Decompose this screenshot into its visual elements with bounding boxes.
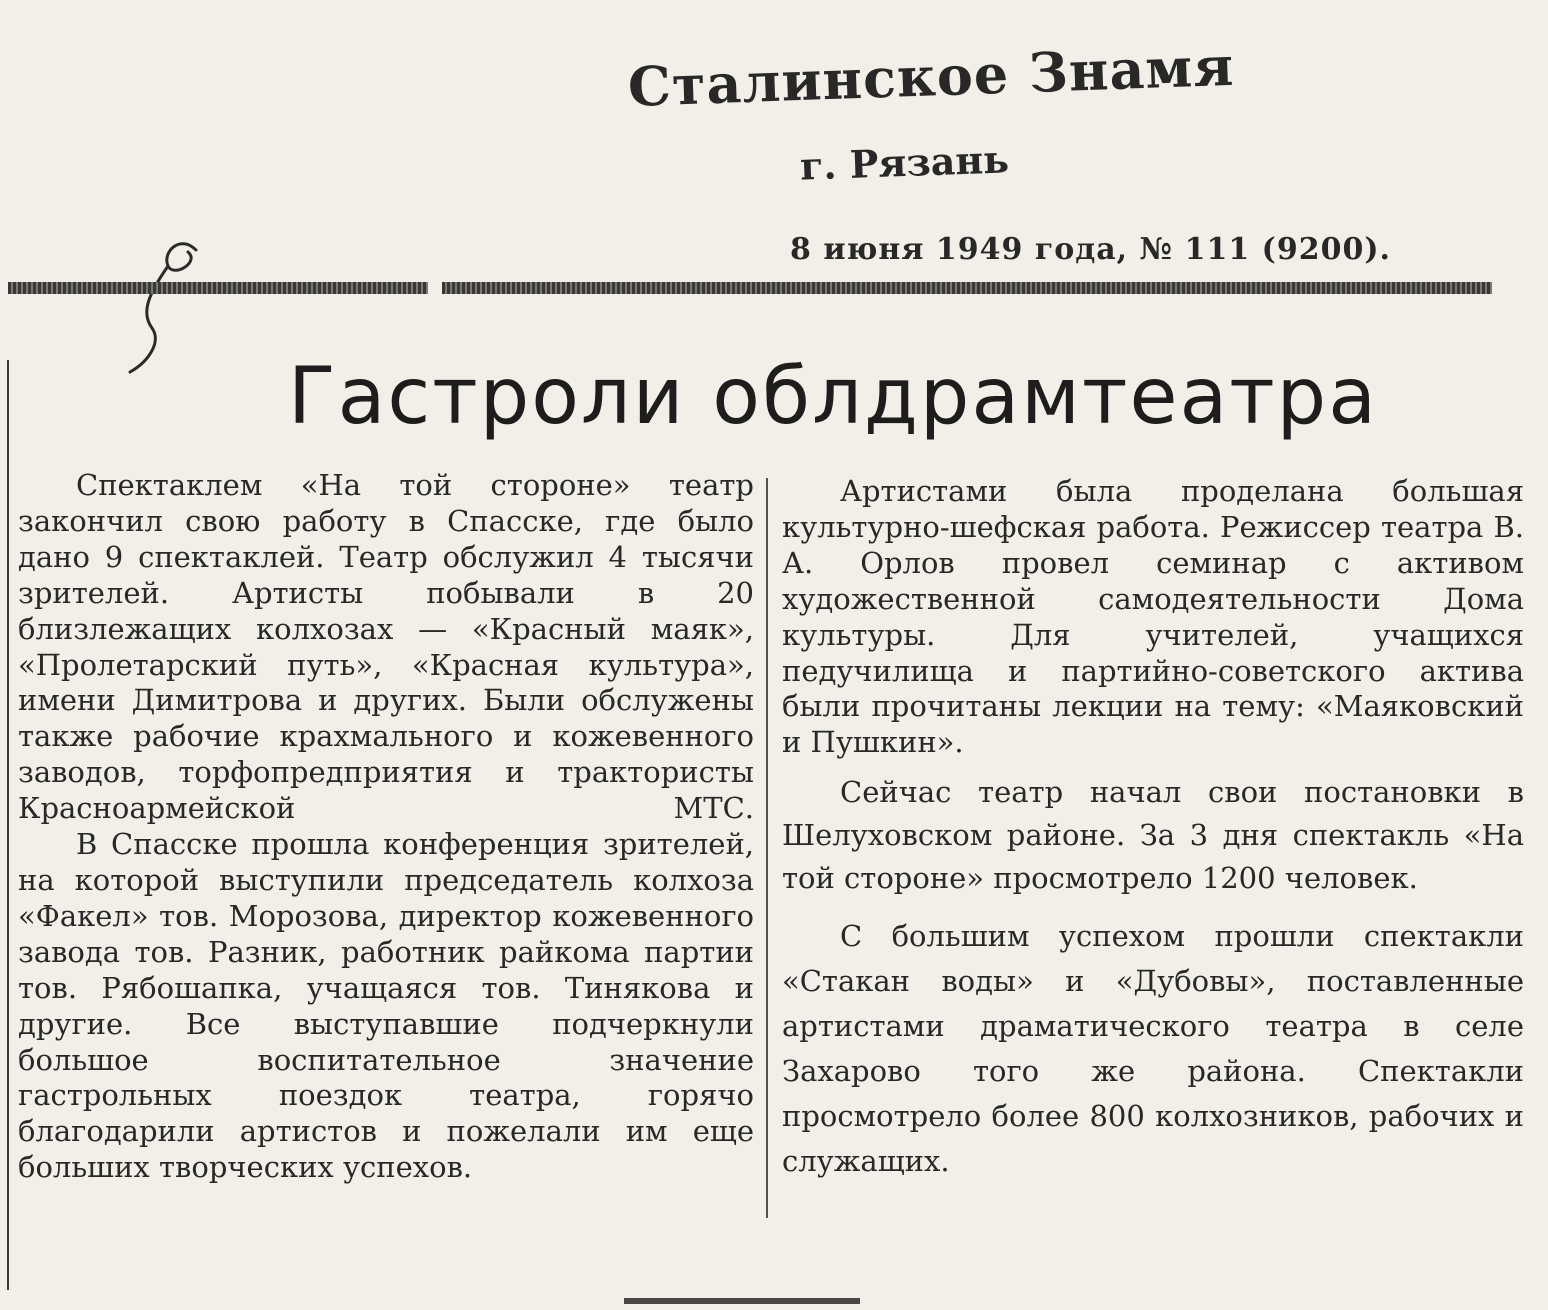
issue-dateline: 8 июня 1949 года, № 111 (9200).	[790, 232, 1391, 267]
paragraph: С большим успехом прошли спектакли «Стакан воды» и «Дубовы», поставленные артистами драматического театра в селе Захарово того же района. Спектакли просмотрело более 800 колхозников, рабочих и служащих.	[782, 919, 1524, 1179]
paragraph: Сейчас театр начал свои постановки в Шелуховском районе. За 3 дня спектакль «На той стороне» просмотрело 1200 человек.	[782, 775, 1524, 896]
newspaper-title: Сталинское Знамя	[626, 33, 1236, 119]
article-column-right	[782, 474, 1524, 1184]
handwritten-mark-icon	[110, 232, 220, 382]
paragraph: Артистами была проделана большая культурно-шефская работа. Режиссер театра В. А. Орлов провел семинар с активом художественной самодеятельности Дома культуры. Для учителей, учащихся педучилища и партийно-советского актива были прочитаны лекции на тему: «Маяковский и Пушкин».	[782, 474, 1524, 760]
article-headline: Гастроли облдрамтеатра	[288, 352, 1378, 442]
article-column-left	[18, 468, 754, 1186]
header-rule-right	[442, 282, 1492, 294]
newspaper-city: г. Рязань	[799, 136, 1010, 189]
clipping-left-border	[7, 360, 9, 1290]
bottom-rule	[624, 1298, 860, 1304]
header-rule-left	[8, 282, 428, 294]
column-divider	[766, 478, 768, 1218]
paragraph: В Спасске прошла конференция зрителей, на которой выступили председатель колхоза «Факел» тов. Морозова, директор кожевенного завода тов. Разник, работник райкома партии тов. Рябошапка, учащаяся тов. Тинякова и другие. Все выступавшие подчеркнули большое воспитательное значение гастрольных поездок театра, горячо благодарили артистов и пожелали им еще больших творческих успехов.	[18, 827, 754, 1185]
paragraph: Спектаклем «На той стороне» театр закончил свою работу в Спасске, где было дано 9 спектаклей. Театр обслужил 4 тысячи зрителей. Артисты побывали в 20 близлежащих колхозах — «Красный маяк», «Пролетарский путь», «Красная культура», имени Димитрова и других. Были обслужены также рабочие крахмального и кожевенного заводов, торфопредприятия и трактористы Красноармейской МТС.	[18, 468, 754, 826]
